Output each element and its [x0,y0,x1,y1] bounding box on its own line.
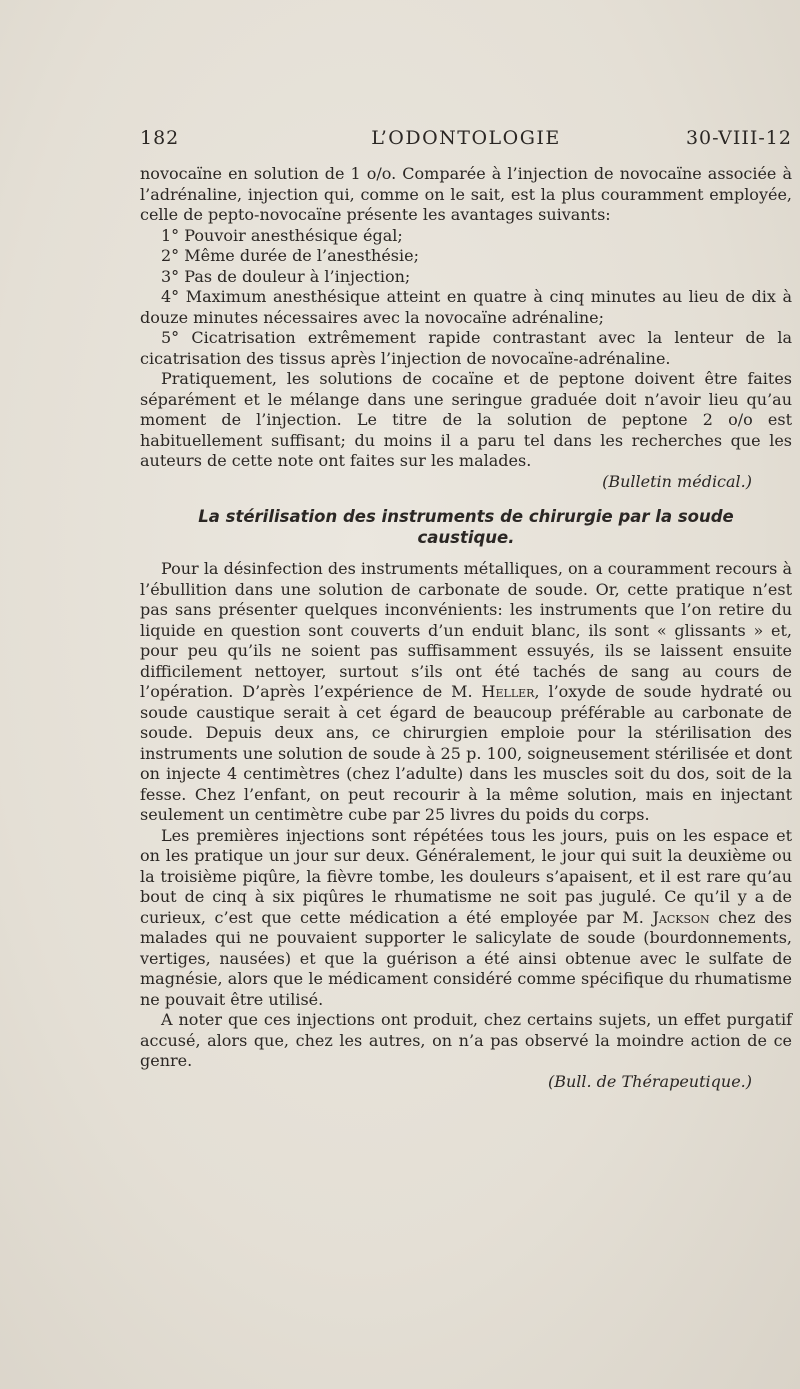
citation-bull-therapeutique: (Bull. de Thérapeutique.) [547,1071,752,1091]
running-header [140,127,792,155]
section-title: La stérilisation des instruments de chirurgie par la soude caustique. [198,507,734,547]
list-item-4: 4° Maximum anesthésique atteint en quatre à cinq minutes au lieu de dix à douze minutes nécessaires avec la novocaïne adrénaline; [140,287,792,327]
paragraph-injections-end: chez des malades qui ne pouvaient supporter le salicylate de soude (bourdonnements, vertiges, nausées) et que la guérison a été ainsi obtenue avec le sulfate de magnésie, alors que le médicament considéré comme spécifique du rhumatisme ne pouvait être utilisé. [140,907,792,1009]
list-item-1: 1° Pouvoir anesthésique égal; [161,225,403,245]
author-jackson: Jackson [652,907,710,927]
author-heller: Heller [481,682,535,701]
page-number: 182 [140,127,180,149]
paragraph-pratiquement: Pratiquement, les solutions de cocaïne et de peptone doivent être faites séparément et le mélange dans une seringue graduée doit n’avoir lieu qu’au moment de l’injection. Le titre de la solution de peptone 2 o/o est habituellement suffisant; du moins il a paru tel dans les recherches que les auteurs de cette note ont faites sur les malades. [140,369,792,470]
paragraph-injections-start: Les premières injections sont répétées tous les jours, puis on les espace et on les pratique un jour sur deux. Généralement, le jour qui suit la deuxième ou la troisième piqûre, la fièvre tombe, les douleurs s’apaisent, et il est rare qu’au bout de cinq à six piqûres le rhumatisme ne soit pas jugulé. Ce qu’il y a de curieux, c’est que cette médication a été employée par M. [140,825,792,927]
list-item-5: 5° Cicatrisation extrêmement rapide contrastant avec la lenteur de la cicatrisation des tissus après l’injection de novocaïne-adrénaline. [140,328,792,368]
paragraph-desinfection-end: , l’oxyde de soude hydraté ou soude caustique serait à cet égard de beaucoup préférable au carbonate de soude. Depuis deux ans, ce chirurgien emploie pour la stérilisation des instruments une solution de soude à 25 p. 100, soigneusement stérilisée et dont on injecte 4 centimètres (chez l’adulte) dans les muscles soit du dos, soit de la fesse. Chez l’enfant, on peut recourir à la même solution, mais en injectant seulement un centimètre cube par 25 livres du poids du corps. [140,682,792,824]
paragraph-intro: novocaïne en solution de 1 o/o. Comparée à l’injection de novocaïne associée à l’adrénaline, injection qui, comme on le sait, est la plus couramment employée, celle de pepto-novocaïne présente les avantages suivants: [140,164,792,224]
paragraph-a-noter: A noter que ces injections ont produit, chez certains sujets, un effet purgatif accusé, alors que, chez les autres, on n’a pas observé la moindre action de ce genre. [140,1010,792,1070]
citation-bulletin-medical: (Bulletin médical.) [602,471,752,491]
paragraph-desinfection-start: Pour la désinfection des instruments métalliques, on a couramment recours à l’ébullition dans une solution de carbonate de soude. Or, cette pratique n’est pas sans présenter quelques inconvénients: les instruments que l’on retire du liquide en question sont couverts d’un enduit blanc, ils sont « glissants » et, pour peu qu’ils ne soient pas suffisamment essuyés, ils se laissent ensuite difficilement nettoyer, surtout s’ils ont été tachés de sang au cours de l’opération. D’après l’expérience de M. [140,559,792,701]
journal-title: L’ODONTOLOGIE [371,127,561,149]
list-item-3: 3° Pas de douleur à l’injection; [161,266,411,286]
list-item-2: 2° Même durée de l’anesthésie; [161,246,419,265]
issue-date: 30-VIII-12 [685,127,792,149]
paragraph-injections [140,826,792,1011]
article-body [140,164,792,1092]
paragraph-desinfection [140,559,792,826]
